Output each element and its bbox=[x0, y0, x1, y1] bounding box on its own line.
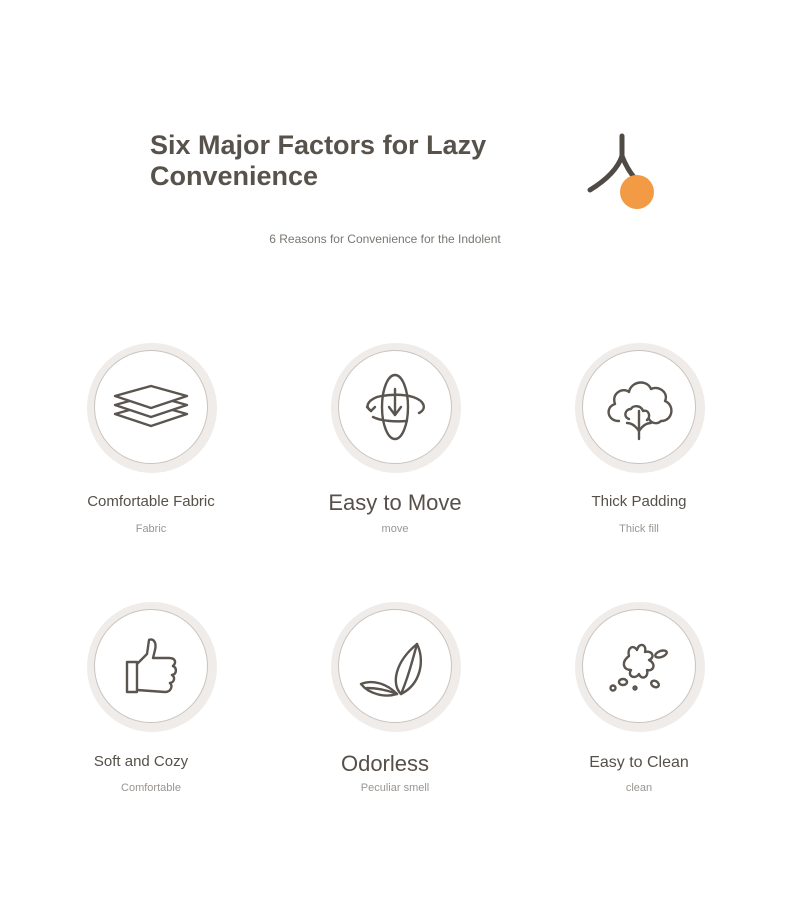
feature-title: Soft and Cozy bbox=[93, 753, 189, 770]
feature-subtitle: clean bbox=[625, 782, 653, 794]
feature-subtitle: Comfortable bbox=[121, 782, 181, 794]
thumbs-up-icon bbox=[111, 626, 191, 706]
icon-disc bbox=[94, 350, 208, 464]
feature-title: Comfortable Fabric bbox=[87, 493, 215, 510]
splash-icon bbox=[599, 626, 679, 706]
icon-ring bbox=[331, 602, 461, 732]
feature-title: Thick Padding bbox=[591, 493, 687, 510]
feature-title: Easy to Clean bbox=[589, 754, 689, 771]
icon-disc bbox=[338, 350, 452, 464]
icon-disc bbox=[94, 609, 208, 723]
icon-ring bbox=[575, 343, 705, 473]
feature-subtitle: Thick fill bbox=[619, 523, 659, 535]
icon-disc bbox=[338, 609, 452, 723]
feature-subtitle: move bbox=[381, 523, 409, 535]
layers-icon bbox=[111, 367, 191, 447]
feature-title: Odorless bbox=[340, 751, 430, 776]
icon-ring bbox=[575, 602, 705, 732]
icon-disc bbox=[582, 350, 696, 464]
feature-subtitle: Peculiar smell bbox=[360, 782, 430, 794]
icon-ring bbox=[331, 343, 461, 473]
cotton-icon bbox=[599, 367, 679, 447]
icon-ring bbox=[87, 343, 217, 473]
icon-ring bbox=[87, 602, 217, 732]
brand-logo-icon bbox=[582, 132, 662, 214]
page-title: Six Major Factors for Lazy Convenience bbox=[150, 130, 487, 191]
rotate-icon bbox=[355, 367, 435, 447]
leaf-icon bbox=[355, 626, 435, 706]
page-subtitle: 6 Reasons for Convenience for the Indolent bbox=[269, 232, 501, 246]
icon-disc bbox=[582, 609, 696, 723]
feature-title: Easy to Move bbox=[328, 490, 462, 515]
feature-subtitle: Fabric bbox=[135, 523, 167, 535]
